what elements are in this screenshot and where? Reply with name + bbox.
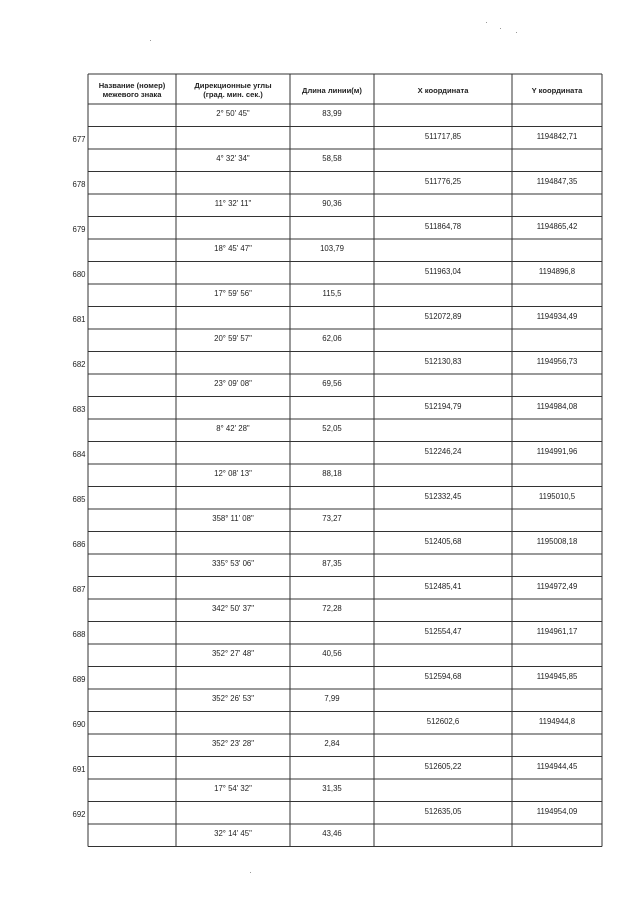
boundary-mark-name: 686 [72,539,86,549]
x-coordinate: 511963,04 [424,266,462,276]
x-coordinate: 512072,89 [424,311,462,321]
y-coordinate: 1194984,08 [536,401,578,411]
scan-speck [250,872,251,873]
y-coordinate: 1194972,49 [536,581,578,591]
line-length: 62,06 [322,334,342,343]
x-coordinate: 511864,78 [424,221,462,231]
scan-speck [516,32,517,33]
boundary-mark-name: 685 [72,494,86,504]
x-coordinate: 512332,45 [424,491,462,501]
line-length: 90,36 [322,199,342,208]
line-length: 115,5 [322,289,342,298]
x-coordinate: 511776,25 [424,176,462,186]
x-coordinate: 512605,22 [424,761,462,771]
line-length: 58,58 [322,154,342,163]
direction-angle: 335° 53' 06" [211,559,255,568]
direction-angle: 352° 23' 28" [211,739,255,748]
y-coordinate: 1194865,42 [536,221,578,231]
line-length: 31,35 [322,784,342,793]
y-coordinate: 1194954,09 [536,806,578,816]
header-angle: Дирекционные углы (град. мин. сек.) [194,81,272,99]
boundary-mark-name: 682 [72,359,86,369]
direction-angle: 352° 26' 53" [211,694,255,703]
scan-speck [150,40,151,41]
direction-angle: 23° 09' 08" [214,379,252,388]
x-coordinate: 512485,41 [424,581,462,591]
boundary-mark-name: 679 [72,224,86,234]
y-coordinate: 1195010,5 [538,491,576,501]
boundary-mark-name: 687 [72,584,86,594]
y-coordinate: 1194991,96 [536,446,578,456]
direction-angle: 20° 59' 57" [214,334,252,343]
boundary-mark-name: 691 [72,764,86,774]
line-length: 72,28 [322,604,342,613]
x-coordinate: 512602,6 [426,716,460,726]
line-length: 83,99 [322,109,342,118]
header-x: X координата [417,85,469,95]
y-coordinate: 1194896,8 [538,266,576,276]
line-length: 73,27 [322,514,342,523]
y-coordinate: 1195008,18 [536,536,578,546]
boundary-mark-name: 681 [72,314,86,324]
line-length: 43,46 [322,829,342,838]
direction-angle: 2° 50' 45" [216,109,250,118]
line-length: 7,99 [324,694,340,703]
boundary-mark-name: 689 [72,674,86,684]
direction-angle: 12° 08' 13" [214,469,252,478]
direction-angle: 358° 11' 08" [212,514,254,523]
y-coordinate: 1194944,8 [538,716,576,726]
direction-angle: 8° 42' 28" [216,424,250,433]
scan-speck [486,22,487,23]
x-coordinate: 512194,79 [424,401,462,411]
y-coordinate: 1194934,49 [536,311,578,321]
line-length: 40,56 [322,649,342,658]
direction-angle: 352° 27' 48" [211,649,255,658]
line-length: 52,05 [322,424,342,433]
boundary-mark-name: 678 [72,179,86,189]
x-coordinate: 512594,68 [424,671,462,681]
boundary-mark-name: 677 [72,134,86,144]
direction-angle: 17° 54' 32" [214,784,252,793]
y-coordinate: 1194847,35 [536,176,578,186]
direction-angle: 4° 32' 34" [216,154,250,163]
boundary-mark-name: 690 [72,719,86,729]
x-coordinate: 512405,68 [424,536,462,546]
direction-angle: 17° 59' 56" [214,289,252,298]
line-length: 88,18 [322,469,342,478]
line-length: 69,56 [322,379,342,388]
boundary-mark-name: 680 [72,269,86,279]
y-coordinate: 1194961,17 [536,626,578,636]
x-coordinate: 512246,24 [424,446,462,456]
y-coordinate: 1194944,45 [536,761,578,771]
header-y: Y координата [531,85,583,95]
direction-angle: 32° 14' 45" [214,829,252,838]
x-coordinate: 511717,85 [424,131,462,141]
boundary-mark-name: 688 [72,629,86,639]
boundary-mark-name: 684 [72,449,86,459]
x-coordinate: 512130,83 [424,356,462,366]
direction-angle: 11° 32' 11" [214,199,252,208]
boundary-mark-name: 692 [72,809,86,819]
line-length: 2,84 [324,739,340,748]
y-coordinate: 1194956,73 [536,356,578,366]
scan-speck [500,28,501,29]
y-coordinate: 1194945,85 [536,671,578,681]
x-coordinate: 512554,47 [424,626,462,636]
direction-angle: 18° 45' 47" [214,244,252,253]
boundary-mark-name: 683 [72,404,86,414]
line-length: 87,35 [322,559,342,568]
header-length: Длина линии(м) [302,85,362,95]
x-coordinate: 512635,05 [424,806,462,816]
direction-angle: 342° 50' 37" [211,604,255,613]
header-name: Название (номер) межевого знака [98,81,166,99]
y-coordinate: 1194842,71 [536,131,578,141]
line-length: 103,79 [320,244,344,253]
